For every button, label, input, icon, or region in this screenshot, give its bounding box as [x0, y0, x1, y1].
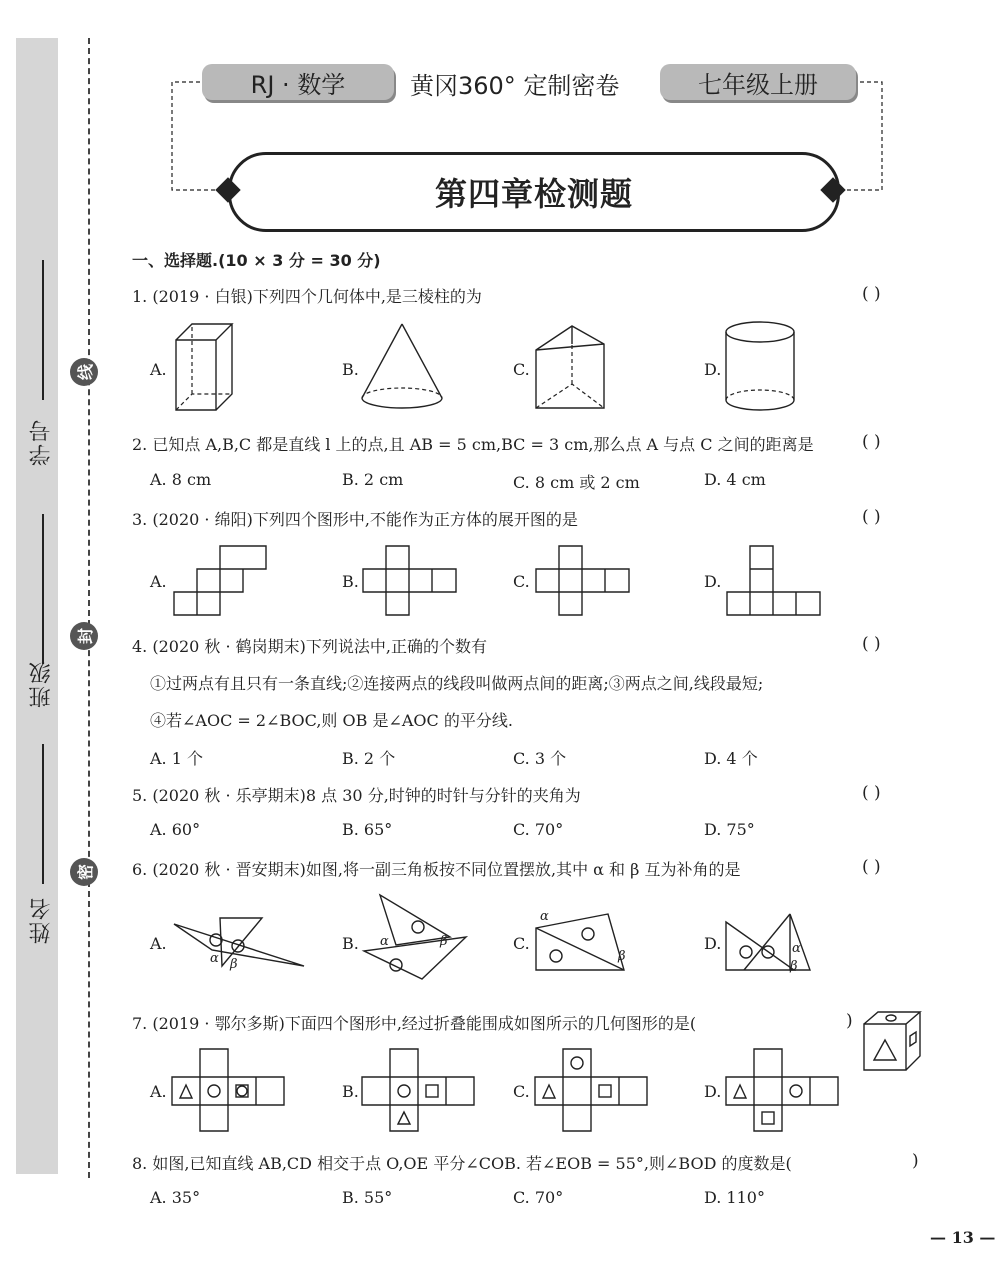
option-label: D. [704, 1082, 722, 1101]
net-figure-c [536, 545, 630, 617]
question-stem: 7. (2019 · 鄂尔多斯)下面四个图形中,经过折叠能围成如图所示的几何图形的是( [132, 1014, 697, 1033]
answer-blank[interactable]: ( ) [862, 507, 881, 527]
seal-line: 线 [70, 358, 98, 386]
set-square-figure-b [360, 893, 470, 981]
answer-blank[interactable]: ( ) [862, 284, 881, 304]
alpha-label: α [540, 909, 549, 924]
subject-pill: RJ · 数学 [202, 64, 394, 100]
page-title: 第四章检测题 [434, 175, 633, 213]
answer-blank-close[interactable]: ) [846, 1011, 853, 1031]
answer-blank[interactable]: ( ) [862, 634, 881, 654]
cylinder-figure [724, 320, 800, 416]
alpha-label: α [380, 934, 389, 949]
cube-net-b [362, 1048, 476, 1132]
option-label: D. [704, 360, 722, 379]
net-figure-a [174, 545, 268, 617]
beta-label: β [790, 959, 798, 974]
option-label: B. [342, 572, 359, 591]
beta-label: β [230, 957, 238, 972]
option-label: B. [342, 360, 359, 379]
title-band [228, 152, 840, 232]
answer-blank[interactable]: ( ) [862, 783, 881, 803]
alpha-label: α [792, 941, 801, 956]
grade-pill: 七年级上册 [660, 64, 856, 100]
option-label: C. [513, 934, 530, 953]
question-stem: 5. (2020 秋 · 乐亭期末)8 点 30 分,时钟的时针与分针的夹角为 [132, 786, 581, 805]
field-student-id: 学号 [29, 418, 54, 466]
option-text: A. 1 个 [150, 749, 203, 768]
question-stem: 8. 如图,已知直线 AB,CD 相交于点 O,OE 平分∠COB. 若∠EOB = 55°,则∠BOD 的度数是( [132, 1154, 792, 1173]
set-square-figure-d [724, 908, 814, 974]
option-label: C. [513, 572, 530, 591]
option-label: D. [704, 934, 722, 953]
cube-net-c [535, 1048, 649, 1132]
option-label: A. [150, 360, 167, 379]
series-name: 黄冈360° 定制密卷 [410, 72, 620, 100]
cube-net-a [172, 1048, 286, 1132]
page-number: — 13 — [930, 1228, 996, 1247]
seal-secret: 密 [70, 858, 98, 886]
option-text: B. 2 cm [342, 470, 404, 489]
triangular-prism-figure [530, 322, 610, 414]
question-stem: 4. (2020 秋 · 鹤岗期末)下列说法中,正确的个数有 [132, 637, 487, 656]
question-stem: 1. (2019 · 白银)下列四个几何体中,是三棱柱的为 [132, 287, 482, 306]
net-figure-d [727, 545, 821, 617]
question-stem: 6. (2020 秋 · 晋安期末)如图,将一副三角板按不同位置摆放,其中 α 和 β 互为补角的是 [132, 860, 741, 879]
question-statements: ④若∠AOC = 2∠BOC,则 OB 是∠AOC 的平分线. [150, 711, 513, 730]
field-line [42, 744, 44, 884]
question-stem: 2. 已知点 A,B,C 都是直线 l 上的点,且 AB = 5 cm,BC = 3 cm,那么点 A 与点 C 之间的距离是 [132, 435, 814, 454]
beta-label: β [440, 934, 448, 949]
option-text: C. 3 个 [513, 749, 567, 768]
field-name: 姓名 [29, 896, 54, 944]
option-label: A. [150, 934, 167, 953]
option-text: B. 55° [342, 1188, 393, 1207]
cone-figure [358, 320, 448, 416]
question-stem: 3. (2020 · 绵阳)下列四个图形中,不能作为正方体的展开图的是 [132, 510, 578, 529]
option-text: D. 4 cm [704, 470, 766, 489]
field-class: 班级 [29, 660, 54, 708]
option-text: A. 60° [150, 820, 201, 839]
option-text: C. 8 cm 或 2 cm [513, 473, 640, 492]
alpha-label: α [210, 951, 219, 966]
set-square-figure-c [532, 908, 632, 976]
option-text: D. 4 个 [704, 749, 758, 768]
answer-blank[interactable]: ( ) [862, 432, 881, 452]
field-line [42, 260, 44, 400]
beta-label: β [618, 949, 626, 964]
question-statements: ①过两点有且只有一条直线;②连接两点的线段叫做两点间的距离;③两点之间,线段最短; [150, 674, 764, 693]
option-text: B. 2 个 [342, 749, 396, 768]
option-text: C. 70° [513, 1188, 564, 1207]
option-label: B. [342, 1082, 359, 1101]
seal-seal: 封 [70, 622, 98, 650]
net-figure-b [363, 545, 457, 617]
option-text: A. 35° [150, 1188, 201, 1207]
option-text: C. 70° [513, 820, 564, 839]
cube-net-d [726, 1048, 840, 1132]
cuboid-figure [170, 320, 240, 416]
option-text: B. 65° [342, 820, 393, 839]
option-text: D. 75° [704, 820, 755, 839]
set-square-figure-a [172, 910, 308, 972]
option-label: A. [150, 1082, 167, 1101]
option-label: C. [513, 1082, 530, 1101]
option-label: B. [342, 934, 359, 953]
option-label: D. [704, 572, 722, 591]
cube-figure [862, 1010, 924, 1074]
section-heading: 一、选择题.(10 × 3 分 = 30 分) [132, 251, 381, 270]
field-line [42, 514, 44, 664]
option-label: A. [150, 572, 167, 591]
option-text: A. 8 cm [150, 470, 212, 489]
answer-blank[interactable]: ( ) [862, 857, 881, 877]
answer-blank-close[interactable]: ) [912, 1151, 919, 1171]
option-label: C. [513, 360, 530, 379]
option-text: D. 110° [704, 1188, 765, 1207]
